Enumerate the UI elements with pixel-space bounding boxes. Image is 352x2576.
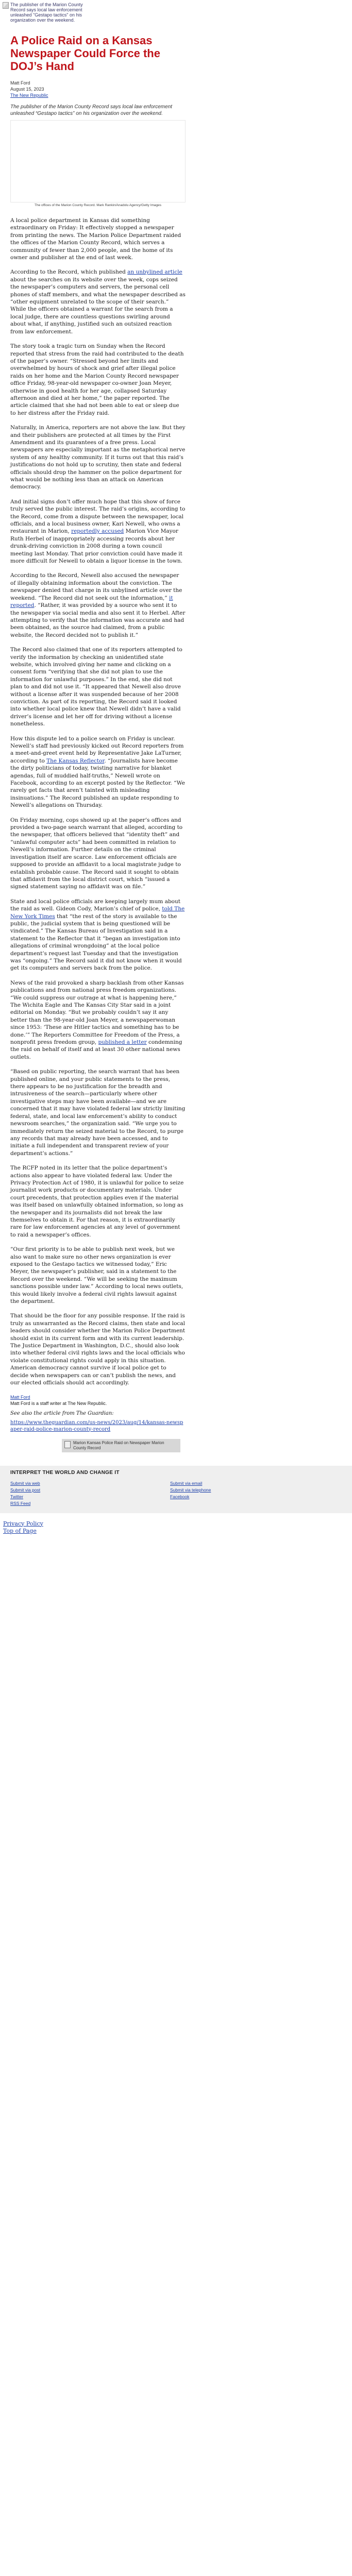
paragraph-text: The story took a tragic turn on Sunday when the Record reported that stress from the raid had contributed to the death of the paper’s owner. “Stressed beyond her limits and overwhelmed by hours of shock and grief after illegal police raids on her home and the Marion County Record newspaper office Friday, 98-year-old newspaper co-owner Joan Meyer, otherwise in good health for her age, collapsed Saturday afternoon and died at her home,” the paper reported. The article claimed that she had not been able to eat or sleep due to her distress after the Friday raid. <box>10 343 184 416</box>
body-paragraph <box>10 498 186 565</box>
author-link[interactable]: Matt Ford <box>10 1394 30 1400</box>
article-photo <box>10 120 186 202</box>
interpret-link[interactable]: Submit via telephone <box>170 1487 211 1493</box>
interpret-link[interactable]: Submit via email <box>170 1480 203 1486</box>
paragraph-text: “Our first priority is to be able to publish next week, but we also want to make sure no other news organization is ever exposed to the Gestapo tactics we witnessed today,” Eric Meyer, the newspaper’s publisher, said in a statement to the Record over the weekend. “We will be seeking the maximum sanctions possible under law.” According to local news outlets, this would likely involve a federal civil rights lawsuit against the department. <box>10 1246 183 1305</box>
paragraph-text: “Based on public reporting, the search warrant that has been published online, and your public statements to the press, there appears to be no justification for the breadth and intrusiveness of the search—particularly where other investigative steps may have been available—and we are concerned that it may have violated federal law strictly limiting federal, state, and local law enforcement’s ability to conduct newsroom searches,” the organization said. “We urge you to immediately return the seized material to the Record, to purge any records that may already have been accessed, and to initiate a full independent and transparent review of your department’s actions.” <box>10 1069 186 1157</box>
paragraph-text: That should be the floor for any possible response. If the raid is truly as unwarranted as the Record claims, then state and local leaders should consider whether the Marion Police Department should exist in its current form and with its current leadership. The Justice Department in Washington, D.C., should also look into whether federal civil rights laws and the local officials who violate constitutional rights could apply in this situation. American democracy cannot survive if local police get to decide when newspapers can or can’t publish the news, and our elected officials should act accordingly. <box>10 1313 186 1386</box>
article-body <box>10 217 186 1387</box>
article-dek: The publisher of the Marion County Record says local law enforcement unleashed “Gestapo tactics” on his organization over the weekend. <box>10 104 173 116</box>
paragraph-text: A local police department in Kansas did something extraordinary on Friday: It effectively stopped a newspaper from printing the news. The Marion Police Department raided the offices of the Marion County Record, which serves a community of fewer than 2,000 people, and the home of its owner and publisher at the end of last week. <box>10 217 181 261</box>
interpret-link[interactable]: Twitter <box>10 1494 24 1499</box>
top-of-page-link[interactable]: Top of Page <box>3 1527 37 1534</box>
tag-image-icon <box>64 1441 71 1448</box>
paragraph-text: about the searches on its website over the week, cops seized the newspaper’s computers and servers, the personal cell phones of staff members, and what the newspaper described as “other equipment unrelated to the scope of their search.” While the officers obtained a warrant for the search from a local judge, there are countless questions swirling around about what, if anything, justified such an outsized reaction from law enforcement. <box>10 276 186 335</box>
body-paragraph <box>10 1164 186 1239</box>
photo-caption: The offices of the Marion County Record. Mark Rankin/Anadolu Agency/Getty Images <box>35 204 161 207</box>
source-note: See also the article from The Guardian: <box>10 1410 114 1416</box>
paragraph-text: State and local police officials are keeping largely mum about the raid as well. Gideon Cody, Marion’s chief of police, <box>10 898 180 912</box>
outlet-link[interactable]: The New Republic <box>10 93 48 98</box>
paragraph-text: According to the Record, Newell also accused the newspaper of illegally obtaining information about the conviction. The newspaper denied that charge in its unbylined article over the weekend. “The Record did not seek out the information,” <box>10 572 182 601</box>
paragraph-text: And initial signs don’t offer much hope that this show of force truly served the public interest. The raid’s origins, according to the Record, come from a dispute between the newspaper, local officials, and a local business owner, Kari Newell, who owns a restaurant in Marion, <box>10 498 186 535</box>
paragraph-text: that “the rest of the story is available to the public, the judicial system that is being questioned will be vindicated.” The Kansas Bureau of Investigation said in a statement to the Reflector that it “began an investigation into allegations of criminal wrongdoing” at the local police department’s request last Tuesday and that the investigation was “ongoing.” The Record said it did not know when it would get its computers and servers back from the police. <box>10 913 182 972</box>
inline-link[interactable]: it reported <box>10 595 173 609</box>
article-column <box>10 34 186 1452</box>
inline-link[interactable]: an unbylined article <box>127 269 182 276</box>
paragraph-text: Naturally, in America, reporters are not above the law. But they and their publishers are protected at all times by the First Amendment and its guarantees of a free press. Local newspapers are especially important as the metaphorical nerve system of any healthy community. If it turns out that this raid’s justifications do not hold up to scrutiny, then state and federal officials should drop the hammer on the police department for what would be nothing less than an attack on American democracy. <box>10 425 186 490</box>
body-paragraph <box>10 217 186 261</box>
body-paragraph <box>10 1068 186 1157</box>
article-title: A Police Raid on a Kansas Newspaper Could Force the DOJ’s Hand <box>10 34 160 73</box>
paragraph-text: On Friday morning, cops showed up at the paper’s offices and provided a two-page search warrant that alleged, according to the newspaper, that officers believed that “identity theft” and “unlawful computer acts” had been committed in relation to Newell’s information. Further details on the criminal investigation itself are scarce. Law enforcement officials are supposed to provide an affidavit to a local magistrate judge to establish probable cause. The Record said it sought to obtain that affidavit from the local district court, which “issued a signed statement saying no affidavit was on file.” <box>10 817 183 890</box>
header-image-alt-text: The publisher of the Marion County Record says local law enforcement unleashed "Gestapo tactics" on his organization over the weekend. <box>10 2 83 23</box>
body-paragraph <box>10 1312 186 1386</box>
interpret-link[interactable]: Facebook <box>170 1494 190 1499</box>
body-paragraph <box>10 646 186 727</box>
source-url-link[interactable]: https://www.theguardian.com/us-news/2023/aug/14/kansas-newspaper-raid-police-marion-county-record <box>10 1419 183 1432</box>
body-paragraph <box>10 1246 186 1305</box>
paragraph-text: The RCFP noted in its letter that the police department’s actions also appear to have violated federal law. Under the Privacy Protection Act of 1980, it is unlawful for police to seize journalist work products or documentary materials. Under court precedents, that protection applies even if the material was itself based on unlawfully obtained information, so long as the newspaper and its journalists did not break the law themselves to obtain it. For that reason, it is extraordinarily rare for law enforcement agencies at any level of government to raid a newspaper’s offices. <box>10 1165 184 1238</box>
paragraph-text: The Record also claimed that one of its reporters attempted to verify the information by checking an unidentified state website, which involved giving her name and clicking on a consent form “verifying that she did not plan to use the information for unlawful purposes.” In the end, she did not plan to and did not use it. “It appeared that Newell also drove without a license after it was suspended because of her 2008 conviction. As part of its reporting, the Record said it looked into whether local police knew that Newell didn’t have a valid driver’s license and let her off for driving without a license nonetheless. <box>10 647 182 727</box>
paragraph-text: Marion Vice Mayor Ruth Herbel of inappropriately accessing records about her drunk-driving conviction in 2008 during a town council meeting last Monday. That prior conviction could have made it more difficult for Newell to obtain a liquor license in the town. <box>10 528 182 565</box>
paragraph-text: . “Rather, it was provided by a source who sent it to the newspaper via social media and also sent it to Herbel. After attempting to verify that the information was accurate and had been obtained, as the source had claimed, from a public website, the Record decided not to publish it.” <box>10 602 186 638</box>
author-footer <box>10 1394 186 1406</box>
paragraph-text: How this dispute led to a police search on Friday is unclear. Newell’s staff had previously kicked out Record reporters from a meet-and-greet event held by Representative Jake LaTurner, according to <box>10 735 184 764</box>
interpret-links <box>10 1481 352 1506</box>
interpret-link[interactable]: RSS Feed <box>10 1500 31 1506</box>
paragraph-text: News of the raid provoked a sharp backlash from other Kansas publications and from national press freedom organizations. “We could suppress our outrage at what is happening here,” The Wichita Eagle and The Kansas City Star said in a joint editorial on Monday. “But we probably couldn’t say it any better than the 98-year-old Joan Meyer, a newspaperwoman since 1953: ‘These are Hitler tactics and something has to be done.’” The Reporters Committee for Freedom of the Press, a nonprofit press freedom group, <box>10 979 184 1046</box>
inline-link[interactable]: told The New York Times <box>10 906 185 920</box>
body-paragraph <box>10 572 186 639</box>
paragraph-text: According to the Record, which published <box>10 269 128 276</box>
inline-link[interactable]: The Kansas Reflector <box>46 757 105 764</box>
broken-header-image <box>3 0 90 31</box>
paragraph-text: . “Journalists have become the dirty politicians of today, twisting narrative for blanket agendas, full of muddied half-truths,” Newell wrote on Facebook, according to an excerpt posted by the Reflector. “We rarely get facts that aren’t tainted with misleading insinuations.” The Record published an update responding to Newell’s allegations on Thursday. <box>10 757 185 809</box>
author-bio: Matt Ford is a staff writer at The New Republic. <box>10 1400 107 1406</box>
byline <box>10 80 186 98</box>
body-paragraph <box>10 817 186 891</box>
paragraph-text: condemning the raid on behalf of itself and at least 30 other national news outlets. <box>10 1039 182 1060</box>
tag-bar[interactable] <box>62 1439 180 1452</box>
body-paragraph <box>10 268 186 335</box>
inline-link[interactable]: published a letter <box>98 1039 147 1046</box>
tag-label: Marion Kansas Police Raid on Newspaper Marion County Record <box>73 1440 164 1450</box>
bottom-links <box>0 1513 352 1535</box>
body-paragraph <box>10 424 186 491</box>
privacy-policy-link[interactable]: Privacy Policy <box>3 1520 43 1527</box>
interpret-section <box>0 1466 352 1513</box>
body-paragraph <box>10 979 186 1061</box>
interpret-link[interactable]: Submit via web <box>10 1480 40 1486</box>
body-paragraph <box>10 898 186 972</box>
interpret-link[interactable]: Submit via post <box>10 1487 41 1493</box>
interpret-heading: INTERPRET THE WORLD AND CHANGE IT <box>10 1469 120 1476</box>
publish-date: August 15, 2023 <box>10 87 44 92</box>
inline-link[interactable]: reportedly accused <box>71 528 124 535</box>
body-paragraph <box>10 343 186 417</box>
author-name: Matt Ford <box>10 80 30 86</box>
body-paragraph <box>10 735 186 809</box>
broken-image-icon <box>3 2 9 9</box>
